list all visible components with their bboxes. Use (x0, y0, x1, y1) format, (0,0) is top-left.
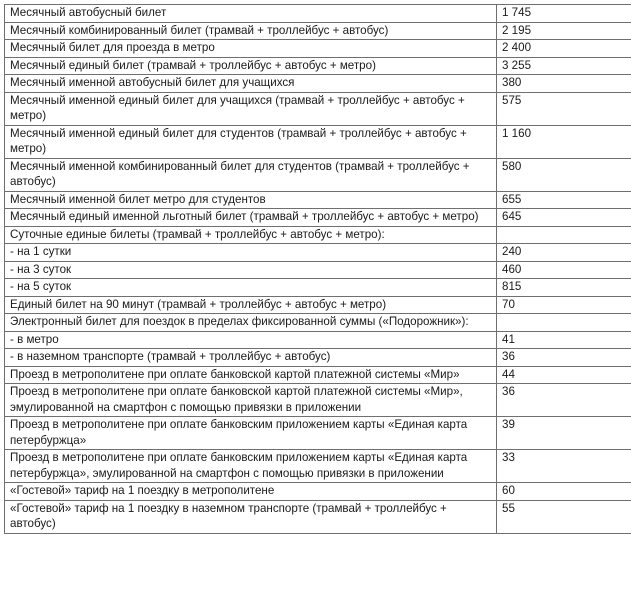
table-row (5, 209, 631, 227)
fare-description-cell: Суточные единые билеты (трамвай + троллейбус + автобус + метро): (5, 226, 497, 244)
table-row (5, 483, 631, 501)
fare-table (4, 4, 631, 534)
fare-description-cell: Месячный именной комбинированный билет для студентов (трамвай + троллейбус + автобус) (5, 158, 497, 191)
table-row (5, 244, 631, 262)
fare-price-cell (497, 314, 631, 332)
table-row (5, 92, 631, 125)
fare-price-cell: 380 (497, 75, 631, 93)
fare-price-cell: 460 (497, 261, 631, 279)
fare-description-cell: Месячный единый именной льготный билет (трамвай + троллейбус + автобус + метро) (5, 209, 497, 227)
fare-description-cell: «Гостевой» тариф на 1 поездку в наземном транспорте (трамвай + троллейбус + автобус) (5, 500, 497, 533)
fare-price-cell: 41 (497, 331, 631, 349)
table-row (5, 366, 631, 384)
table-row (5, 22, 631, 40)
fare-price-cell: 55 (497, 500, 631, 533)
fare-description-cell: - на 1 сутки (5, 244, 497, 262)
fare-description-cell: Проезд в метрополитене при оплате банковским приложением карты «Единая карта петербуржца», эмулированной на смартфон с помощью привязки в приложении (5, 450, 497, 483)
table-row (5, 40, 631, 58)
fare-price-cell: 36 (497, 384, 631, 417)
fare-description-cell: «Гостевой» тариф на 1 поездку в метрополитене (5, 483, 497, 501)
fare-description-cell: Проезд в метрополитене при оплате банковской картой платежной системы «Мир» (5, 366, 497, 384)
fare-description-cell: - в наземном транспорте (трамвай + троллейбус + автобус) (5, 349, 497, 367)
table-row (5, 296, 631, 314)
fare-description-cell: Проезд в метрополитене при оплате банковской картой платежной системы «Мир», эмулированной на смартфон с помощью привязки в приложении (5, 384, 497, 417)
fare-description-cell: - в метро (5, 331, 497, 349)
fare-price-cell: 70 (497, 296, 631, 314)
fare-price-cell: 60 (497, 483, 631, 501)
table-row (5, 384, 631, 417)
fare-price-cell: 2 195 (497, 22, 631, 40)
fare-description-cell: Месячный комбинированный билет (трамвай + троллейбус + автобус) (5, 22, 497, 40)
fare-description-cell: Месячный единый билет (трамвай + троллейбус + автобус + метро) (5, 57, 497, 75)
fare-price-cell: 240 (497, 244, 631, 262)
fare-description-cell: Месячный именной автобусный билет для учащихся (5, 75, 497, 93)
table-row (5, 158, 631, 191)
fare-description-cell: Месячный именной единый билет для студентов (трамвай + троллейбус + автобус + метро) (5, 125, 497, 158)
fare-price-cell: 33 (497, 450, 631, 483)
table-row (5, 279, 631, 297)
fare-description-cell: Проезд в метрополитене при оплате банковским приложением карты «Единая карта петербуржца» (5, 417, 497, 450)
fare-price-cell: 580 (497, 158, 631, 191)
table-row (5, 349, 631, 367)
fare-price-cell: 1 745 (497, 5, 631, 23)
fare-description-cell: Месячный именной билет метро для студентов (5, 191, 497, 209)
fare-price-cell: 655 (497, 191, 631, 209)
fare-description-cell: Электронный билет для поездок в пределах фиксированной суммы («Подорожник»): (5, 314, 497, 332)
fare-description-cell: Единый билет на 90 минут (трамвай + троллейбус + автобус + метро) (5, 296, 497, 314)
table-row (5, 75, 631, 93)
fare-price-cell: 645 (497, 209, 631, 227)
fare-description-cell: Месячный билет для проезда в метро (5, 40, 497, 58)
fare-price-cell: 44 (497, 366, 631, 384)
fare-description-cell: - на 3 суток (5, 261, 497, 279)
fare-description-cell: Месячный именной единый билет для учащихся (трамвай + троллейбус + автобус + метро) (5, 92, 497, 125)
table-row (5, 314, 631, 332)
table-row (5, 191, 631, 209)
fare-price-cell: 39 (497, 417, 631, 450)
fare-price-cell: 3 255 (497, 57, 631, 75)
fare-price-cell (497, 226, 631, 244)
table-row (5, 5, 631, 23)
fare-price-cell: 815 (497, 279, 631, 297)
table-row (5, 57, 631, 75)
table-row (5, 261, 631, 279)
fare-price-cell: 575 (497, 92, 631, 125)
table-row (5, 450, 631, 483)
fare-price-cell: 36 (497, 349, 631, 367)
table-row (5, 417, 631, 450)
fare-description-cell: Месячный автобусный билет (5, 5, 497, 23)
table-row (5, 226, 631, 244)
fare-price-cell: 2 400 (497, 40, 631, 58)
fare-price-cell: 1 160 (497, 125, 631, 158)
table-row (5, 500, 631, 533)
table-row (5, 125, 631, 158)
fare-table-body (5, 5, 631, 534)
fare-description-cell: - на 5 суток (5, 279, 497, 297)
table-row (5, 331, 631, 349)
